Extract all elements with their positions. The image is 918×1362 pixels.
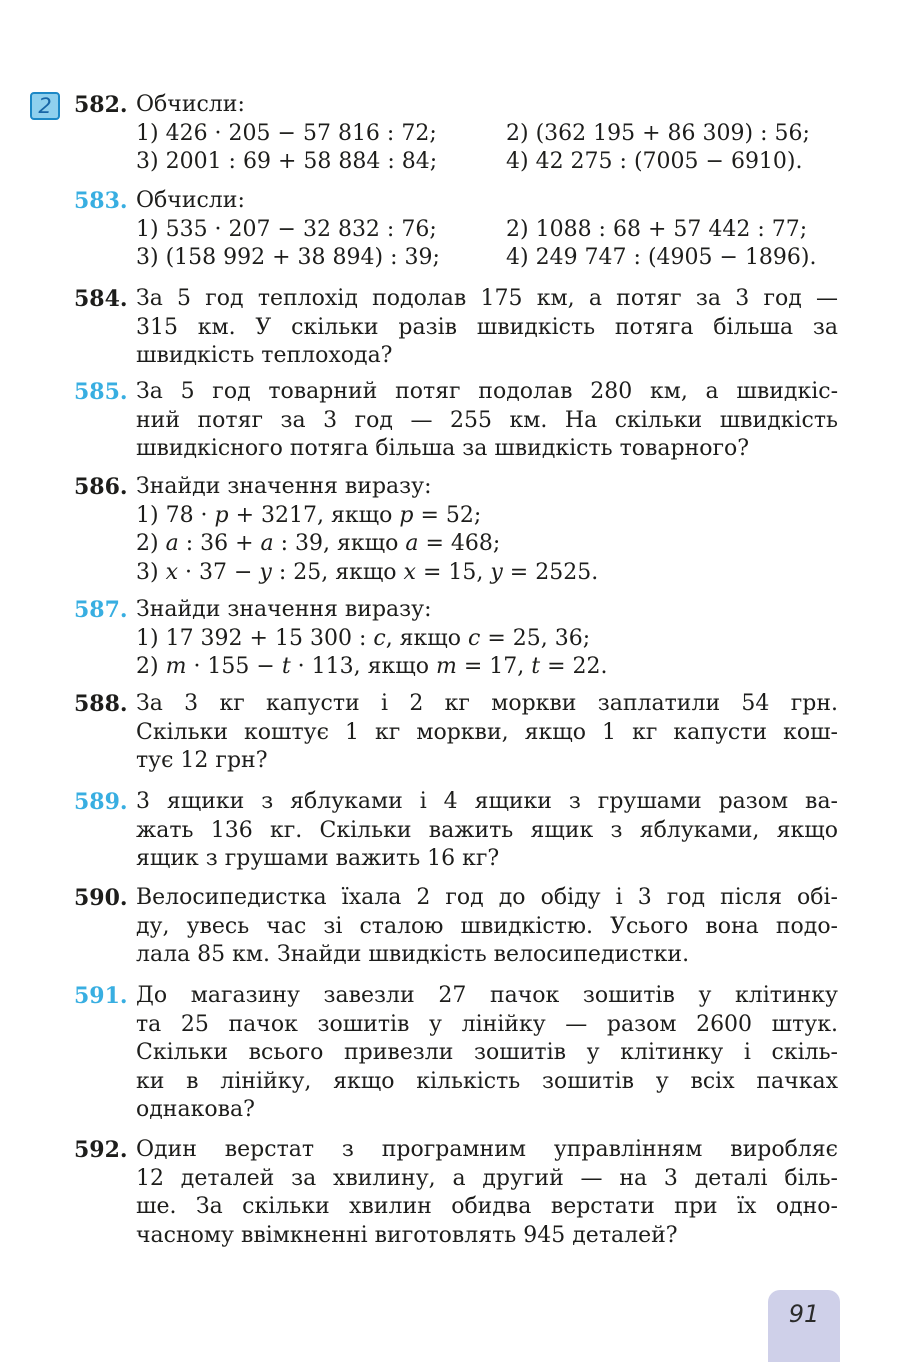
text-line: Скільки коштує 1 кг моркви, якщо 1 кг капусти кош-: [136, 719, 838, 745]
expression: 3) 2001 : 69 + 58 884 : 84;: [136, 149, 438, 174]
expression: 3) (158 992 + 38 894) : 39;: [136, 245, 440, 270]
problem-text: [136, 378, 838, 464]
text-line: ний потяг за 3 год — 255 км. На скільки швидкість: [136, 407, 838, 433]
problem-number: 585.: [74, 379, 128, 405]
problem-text: [136, 690, 838, 776]
expression-row: [136, 148, 838, 177]
expression: 2) (362 195 + 86 309) : 56;: [506, 120, 810, 146]
text-line: жать 136 кг. Скільки важить ящик з яблуками, якщо: [136, 817, 838, 843]
expression-item: 1) 17 392 + 15 300 : c, якщо c = 25, 36;: [136, 625, 591, 651]
page-number: 91: [788, 1300, 820, 1328]
text-line: та 25 пачок зошитів у лінійку — разом 2600 штук.: [136, 1011, 838, 1037]
text-line: Скільки всього привезли зошитів у клітинку і скіль-: [136, 1040, 838, 1065]
problem-body: [136, 187, 838, 273]
text-line: За 5 год товарний потяг подолав 280 км, а швидкіс-: [136, 379, 838, 404]
text-line: За 3 кг капусти і 2 кг моркви заплатили 54 грн.: [136, 691, 838, 716]
text-line: 3 ящики з яблуками і 4 ящики з грушами разом ва-: [136, 789, 838, 814]
problem-text: [136, 788, 838, 874]
problem-number: 588.: [74, 691, 128, 717]
problem-instruction: Обчисли:: [136, 92, 245, 117]
text-line: ду, увесь час зі сталою швидкістю. Усього вона подо-: [136, 913, 838, 939]
expression-row: [136, 120, 838, 149]
expression-item: 3) x · 37 − y : 25, якщо x = 15, y = 2525.: [136, 559, 599, 585]
expression-item: 1) 78 · p + 3217, якщо p = 52;: [136, 502, 482, 528]
problem-number: 591.: [74, 983, 128, 1009]
text-line: тує 12 грн?: [136, 748, 268, 773]
problem-number: 584.: [74, 286, 128, 312]
problem-instruction: Знайди значення виразу:: [136, 597, 432, 622]
problem-number: 587.: [74, 597, 128, 623]
difficulty-level-badge: 2: [30, 92, 60, 120]
problem-text: [136, 982, 838, 1125]
problem-number: 586.: [74, 474, 128, 500]
problem-body: [136, 473, 838, 587]
problem-number: 582.: [74, 92, 128, 118]
expression: 4) 249 747 : (4905 − 1896).: [506, 245, 817, 270]
expression: 1) 535 · 207 − 32 832 : 76;: [136, 216, 437, 242]
text-line: До магазину завезли 27 пачок зошитів у клітинку: [136, 983, 838, 1008]
text-line: лала 85 км. Знайди швидкість велосипедистки.: [136, 942, 690, 967]
expression-item: 2) m · 155 − t · 113, якщо m = 17, t = 22.: [136, 654, 608, 679]
expression: 1) 426 · 205 − 57 816 : 72;: [136, 120, 437, 146]
text-line: однакова?: [136, 1097, 255, 1122]
problem-number: 590.: [74, 885, 128, 911]
problem-text: [136, 884, 838, 970]
expression-item: 2) a : 36 + a : 39, якщо a = 468;: [136, 531, 501, 556]
text-line: часному ввімкненні виготовлять 945 деталей?: [136, 1222, 678, 1248]
expression: 2) 1088 : 68 + 57 442 : 77;: [506, 216, 808, 242]
expression: 4) 42 275 : (7005 − 6910).: [506, 149, 803, 174]
text-line: швидкісного потяга більша за швидкість товарного?: [136, 436, 750, 461]
problem-number: 592.: [74, 1137, 128, 1163]
problem-text: [136, 285, 838, 371]
text-line: швидкість теплохода?: [136, 343, 393, 368]
expression-row: [136, 244, 838, 273]
text-line: За 5 год теплохід подолав 175 км, а потяг за 3 год —: [136, 286, 838, 311]
problem-text: [136, 1136, 838, 1250]
problem-instruction: Обчисли:: [136, 188, 245, 213]
text-line: ящик з грушами важить 16 кг?: [136, 846, 500, 871]
text-line: ки в лінійку, якщо кількість зошитів у всіх пачках: [136, 1068, 838, 1094]
page-number-tab: [768, 1290, 840, 1362]
text-line: 12 деталей за хвилину, а другий — на 3 деталі біль-: [136, 1165, 838, 1191]
problem-body: [136, 91, 838, 177]
problem-number: 589.: [74, 789, 128, 815]
text-line: ше. За скільки хвилин обидва верстати при їх одно-: [136, 1194, 838, 1219]
text-line: Один верстат з програмним управлінням виробляє: [136, 1137, 838, 1162]
expression-row: [136, 216, 838, 245]
text-line: 315 км. У скільки разів швидкість потяга більша за: [136, 314, 838, 340]
text-line: Велосипедистка їхала 2 год до обіду і 3 год після обі-: [136, 885, 838, 910]
problem-number: 583.: [74, 188, 128, 214]
problem-body: [136, 596, 838, 682]
problem-instruction: Знайди значення виразу:: [136, 474, 432, 499]
